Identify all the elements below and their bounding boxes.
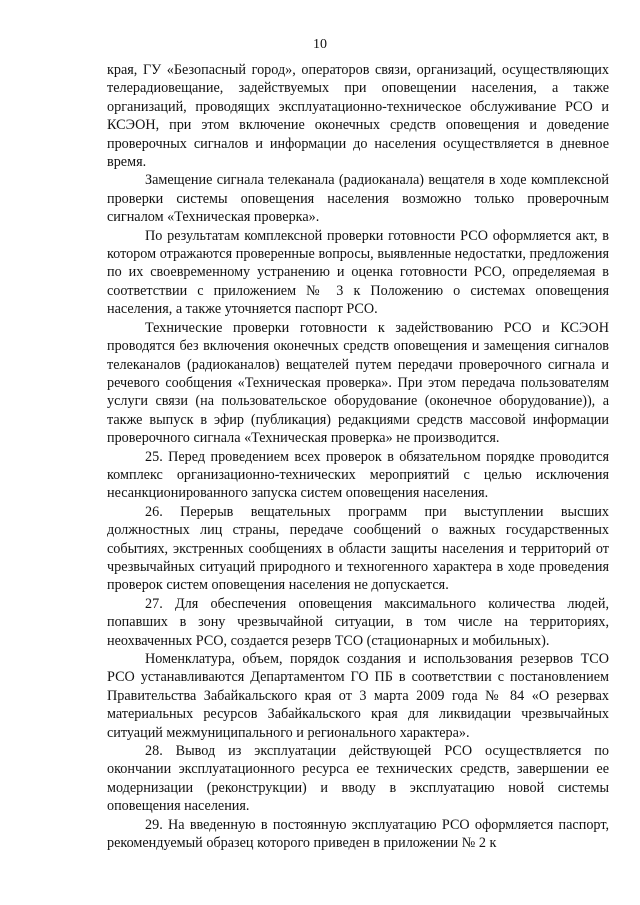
paragraph-item-29: 29. На введенную в постоянную эксплуатацию РСО оформляется паспорт, рекомендуемый образец которого приведен в приложении № 2 к <box>107 816 609 852</box>
paragraph-continuation: края, ГУ «Безопасный город», операторов связи, организаций, осуществляющих телерадиовещание, задействуемых при оповещении населения, а также организаций, проводящих эксплуатационно-техническое обслуживание РСО и КСЭОН, при этом включение оконечных средств оповещения и доведение проверочных сигналов и информации до населения осуществляется в дневное время. <box>107 62 609 171</box>
paragraph-technical-checks: Технические проверки готовности к задействованию РСО и КСЭОН проводятся без включения оконечных средств оповещения и замещения сигналов телеканалов (радиоканалов) вещателей путем передачи проверочного сигнала и речевого сообщения «Техническая проверка». При этом передача пользователям услуги связи (на пользовательское оборудование (оконечное оборудование)), а также выпуск в эфир (публикация) редакциями средств массовой информации проверочного сигнала «Техническая проверка» не производится. <box>107 319 609 447</box>
paragraph-item-26: 26. Перерыв вещательных программ при выступлении высших должностных лиц страны, передаче сообщений о важных государственных событиях, экстренных сообщениях в области защиты населения и территорий от чрезвычайных ситуаций природного и техногенного характера в ходе проведения проверок систем оповещения населения не допускается. <box>107 503 609 594</box>
paragraph-inspection-act: По результатам комплексной проверки готовности РСО оформляется акт, в котором отражаются проверенные вопросы, выявленные недостатки, предложения по их своевременному устранению и оценка готовности РСО, определяемая в соответствии с приложением № 3 к Положению о системах оповещения населения, а также уточняется паспорт РСО. <box>107 227 609 318</box>
page-number: 10 <box>313 37 327 52</box>
document-body <box>107 61 609 852</box>
paragraph-item-28: 28. Вывод из эксплуатации действующей РСО осуществляется по окончании эксплуатационного ресурса ее технических средств, завершении ее модернизации (реконструкции) и вводу в эксплуатацию новой системы оповещения населения. <box>107 743 609 815</box>
paragraph-reserves: Номенклатура, объем, порядок создания и использования резервов ТСО РСО устанавливаются Департаментом ГО ПБ в соответствии с постановлением Правительства Забайкальского края от 3 марта 2009 года № 84 «О резервах материальных ресурсов Забайкальского края для ликвидации чрезвычайных ситуаций межмуниципального и регионального характера». <box>107 651 609 741</box>
paragraph-item-27: 27. Для обеспечения оповещения максимального количества людей, попавших в зону чрезвычайной ситуации, в том числе на территориях, неохваченных РСО, создается резерв ТСО (стационарных и мобильных). <box>107 595 609 649</box>
paragraph-item-25: 25. Перед проведением всех проверок в обязательном порядке проводится комплекс организационно-технических мероприятий с целью исключения несанкционированного запуска систем оповещения населения. <box>107 448 609 502</box>
paragraph-signal-replacement: Замещение сигнала телеканала (радиоканала) вещателя в ходе комплексной проверки системы оповещения населения возможно только проверочным сигналом «Техническая проверка». <box>107 172 609 226</box>
